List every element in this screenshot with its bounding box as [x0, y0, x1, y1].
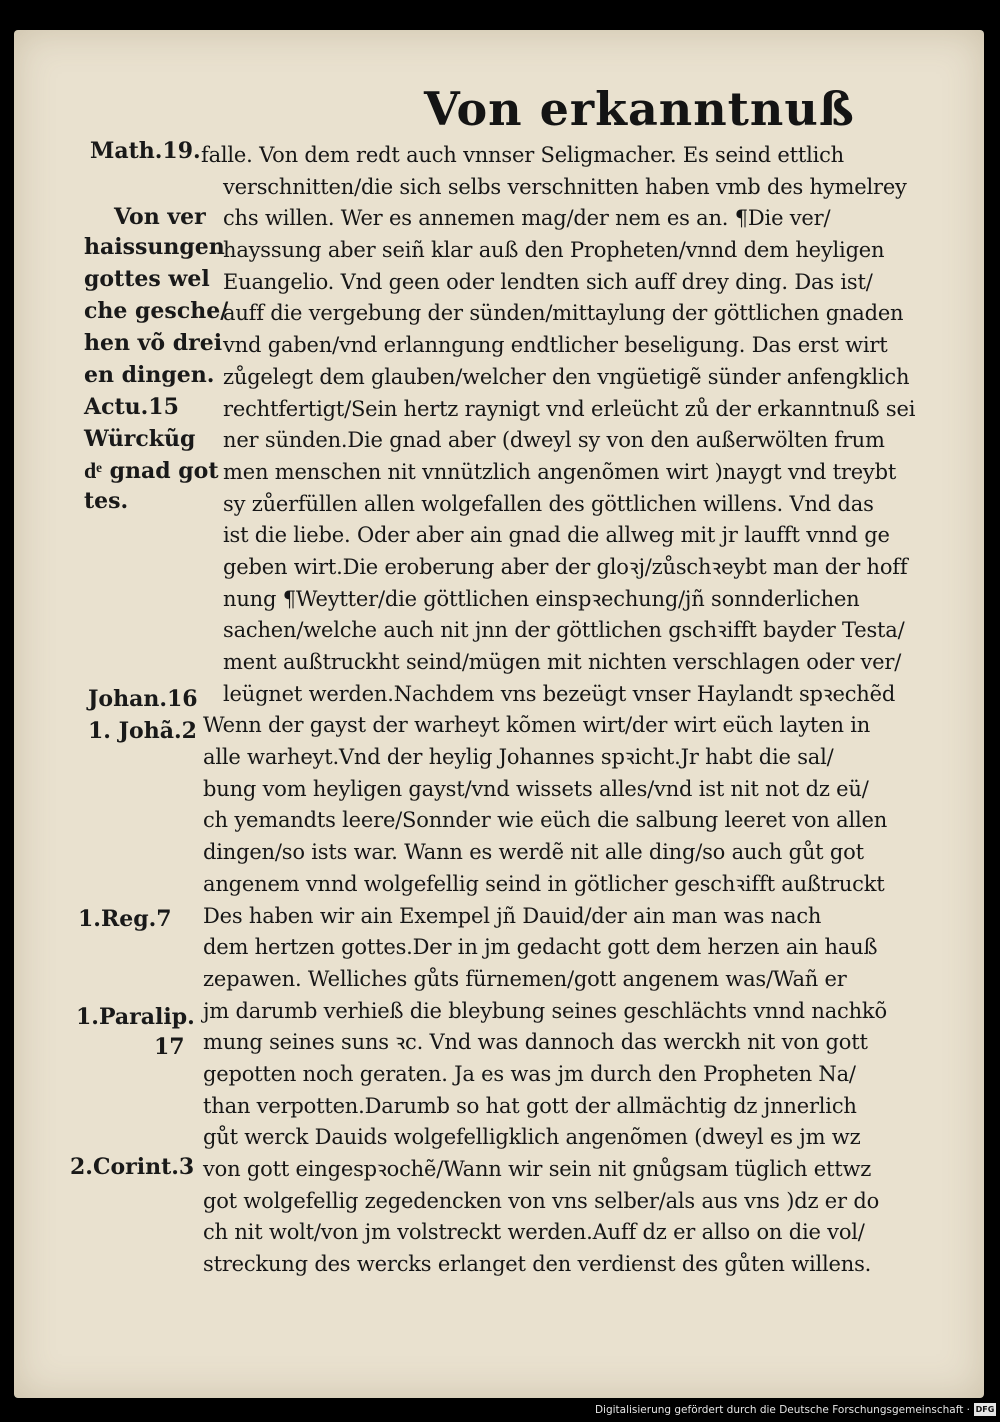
text-line: sy zůerfüllen allen wolgefallen des göttlichen willens. Vnd das [223, 491, 874, 516]
text-line: auff die vergebung der sünden/mittaylung der göttlichen gnaden [223, 301, 904, 326]
margin-note: hen võ drei [84, 330, 223, 356]
text-line: sachen/welche auch nit jnn der göttlichen gschꝛifft bayder Testa/ [223, 618, 905, 643]
margin-note: 1. Johã.2 [88, 718, 197, 744]
text-line: falle. Von dem redt auch vnnser Seligmacher. Es seind ettlich [201, 143, 844, 167]
margin-note: Math.19. [90, 138, 201, 164]
margin-note: gottes wel [84, 266, 210, 292]
text-line: gůt werck Dauids wolgefelligklich angenõmen (dweyl es jm wz [203, 1125, 861, 1150]
margin-note: 1.Paralip. [76, 1004, 195, 1030]
text-line: chs willen. Wer es annemen mag/der nem es an. ¶Die ver/ [223, 206, 831, 231]
text-line: verschnitten/die sich selbs verschnitten haben vmb des hymelrey [223, 174, 907, 199]
body-text-block [193, 140, 938, 1281]
text-line: Euangelio. Vnd geen oder lendten sich auff drey ding. Das ist/ [223, 269, 873, 294]
margin-note: en dingen. [84, 362, 215, 388]
text-line: hayssung aber seiñ klar auß den Propheten/vnnd dem heyligen [223, 238, 885, 263]
text-line: bung vom heyligen gayst/vnd wissets alles/vnd ist nit not dz eü/ [203, 776, 869, 801]
text-line: men menschen nit vnnützlich angenõmen wirt )naygt vnd treybt [223, 459, 897, 484]
margin-note: 2.Corint.3 [70, 1154, 195, 1180]
text-line: nung ¶Weytter/die göttlichen einspꝛechung/jñ sonnderlichen [223, 586, 860, 611]
margin-note: 17 [154, 1034, 185, 1060]
text-line: dem hertzen gottes.Der in jm gedacht gott dem herzen ain hauß [203, 935, 878, 960]
running-head: Von erkanntnuß [424, 82, 855, 136]
text-line: leügnet werden.Nachdem vns bezeügt vnser Haylandt spꝛechẽd [223, 681, 896, 706]
margin-note: Johan.16 [88, 686, 198, 712]
text-line: dingen/so ists war. Wann es werdẽ nit alle ding/so auch gůt got [203, 840, 864, 865]
text-line: Wenn der gayst der warheyt kõmen wirt/der wirt eüch layten in [203, 713, 871, 738]
text-line: streckung des wercks erlanget den verdienst des gůten willens. [203, 1252, 872, 1277]
text-line: ch nit wolt/von jm volstreckt werden.Auff dz er allso on die vol/ [203, 1220, 865, 1245]
margin-note: Actu.15 [84, 394, 179, 420]
text-line: alle warheyt.Vnd der heylig Johannes spꝛicht.Jr habt die sal/ [203, 745, 834, 770]
text-line: vnd gaben/vnd erlanngung endtlicher beseligung. Das erst wirt [223, 333, 888, 358]
text-line: geben wirt.Die eroberung aber der gloꝛj/zůschꝛeybt man der hoff [223, 554, 908, 579]
text-line: Des haben wir ain Exempel jñ Dauid/der ain man was nach [203, 903, 822, 928]
text-line: von gott eingespꝛochẽ/Wann wir sein nit gnůgsam tüglich ettwz [203, 1157, 872, 1181]
margin-note: che gesche/ [84, 298, 229, 324]
text-line: gepotten noch geraten. Ja es was jm durch den Propheten Na/ [203, 1061, 856, 1086]
margin-note: Würckũg [84, 426, 196, 452]
margin-note: dͤ gnad got [84, 458, 219, 484]
funding-credit: Digitalisierung gefördert durch die Deutsche Forschungsgemeinschaft · [594, 1404, 970, 1416]
margin-note: tes. [84, 488, 129, 514]
dfg-logo: DFG [975, 1405, 995, 1414]
text-line: ist die liebe. Oder aber ain gnad die allweg mit jr laufft vnnd ge [223, 523, 890, 548]
text-line: than verpotten.Darumb so hat gott der allmächtig dz jnnerlich [203, 1093, 857, 1118]
text-line: ch yemandts leere/Sonnder wie eüch die salbung leeret von allen [203, 808, 888, 833]
text-line: ner sünden.Die gnad aber (dweyl sy von den außerwölten frum [223, 428, 885, 453]
text-line: mung seines suns ꝛc. Vnd was dannoch das werckh nit von gott [203, 1030, 868, 1055]
text-line: rechtfertigt/Sein hertz raynigt vnd erleücht zů der erkanntnuß sei [223, 396, 916, 421]
text-line: got wolgefellig zegedencken von vns selber/als aus vns )dz er do [203, 1188, 880, 1213]
margin-note: Von ver [114, 204, 206, 230]
text-line: zepawen. Welliches gůts fürnemen/gott angenem was/Wañ er [203, 966, 847, 991]
text-line: jm darumb verhieß die bleybung seines geschlächts vnnd nachkõ [203, 998, 887, 1023]
margin-note: 1.Reg.7 [78, 906, 172, 932]
text-line: angenem vnnd wolgefellig seind in götlicher geschꝛifft außtruckt [203, 871, 885, 896]
margin-note: haissungen [84, 234, 225, 260]
text-line: ment außtruckht seind/mügen mit nichten verschlagen oder ver/ [223, 650, 902, 674]
text-line: zůgelegt dem glauben/welcher den vngüetigẽ sünder anfengklich [223, 364, 910, 389]
